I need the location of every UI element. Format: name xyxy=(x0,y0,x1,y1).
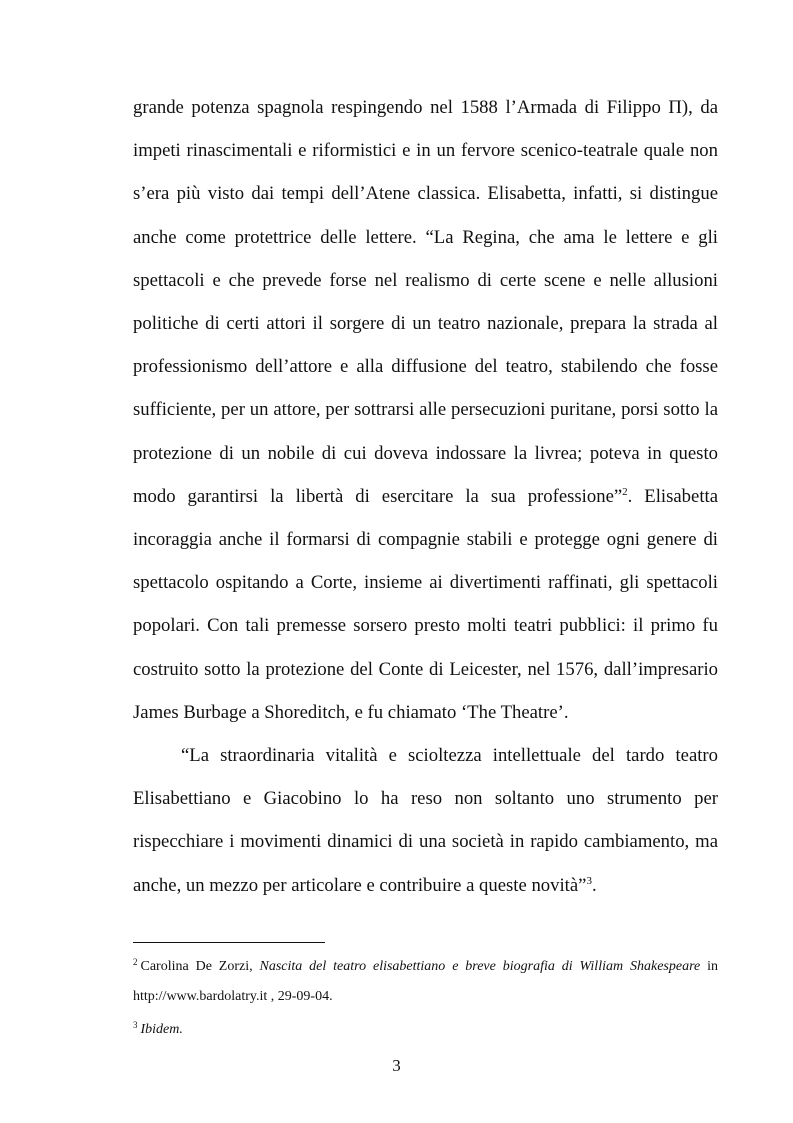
footnote-number: 3 xyxy=(133,1020,138,1030)
text-line: Elisabettiano e Giacobino lo ha reso non soltanto uno strumento per xyxy=(133,788,718,810)
text-line: spettacoli e che prevede forse nel realismo di certe scene e nelle allusioni xyxy=(133,269,718,291)
footnote-in: in xyxy=(707,959,718,974)
footnote-ref[interactable]: 2 xyxy=(622,485,628,498)
body-text xyxy=(133,86,718,907)
footnote-number: 2 xyxy=(133,957,138,967)
text-line: incoraggia anche il formarsi di compagnie stabili e protegge ogni genere di xyxy=(133,529,718,551)
footnote-text: Ibidem. xyxy=(140,1022,183,1037)
paragraph xyxy=(133,86,718,734)
text-line: popolari. Con tali premesse sorsero presto molti teatri pubblici: il primo fu xyxy=(133,615,718,637)
footnote-author: Carolina De Zorzi, xyxy=(140,959,253,974)
page-number: 3 xyxy=(392,1056,401,1075)
footnote-link[interactable]: http://www.bardolatry.it , 29-09-04. xyxy=(133,988,333,1004)
text-fragment: . xyxy=(591,874,597,896)
text-line: spettacolo ospitando a Corte, insieme ai divertimenti raffinati, gli spettacoli xyxy=(133,572,718,594)
text-fragment: . Elisabetta xyxy=(627,485,718,507)
text-line xyxy=(133,864,718,907)
footnotes xyxy=(133,952,718,1045)
text-fragment: modo garantirsi la libertà di esercitare la sua professione” xyxy=(133,485,623,507)
footnote-ref[interactable]: 3 xyxy=(586,874,592,887)
footnote-title: Nascita del teatro elisabettiano e breve biografia di William Shakespeare xyxy=(259,959,701,974)
text-line: s’era più visto dai tempi dell’Atene classica. Elisabetta, infatti, si distingue xyxy=(133,183,718,205)
paragraph xyxy=(133,734,718,907)
text-line: protezione di un nobile di cui doveva indossare la livrea; poteva in questo xyxy=(133,442,718,464)
footnote-separator xyxy=(133,942,325,943)
text-line: impeti rinascimentali e riformistici e in un fervore scenico-teatrale quale non xyxy=(133,140,718,162)
text-line: “La straordinaria vitalità e scioltezza intellettuale del tardo teatro xyxy=(181,745,718,767)
text-fragment: anche, un mezzo per articolare e contribuire a queste novità” xyxy=(133,874,587,896)
text-line: James Burbage a Shoreditch, e fu chiamato ‘The Theatre’. xyxy=(133,701,569,723)
text-line: rispecchiare i movimenti dinamici di una società in rapido cambiamento, ma xyxy=(133,831,718,853)
text-line: costruito sotto la protezione del Conte di Leicester, nel 1576, dall’impresario xyxy=(133,658,718,680)
text-line: politiche di certi attori il sorgere di un teatro nazionale, prepara la strada al xyxy=(133,313,718,335)
text-line xyxy=(133,1015,718,1045)
text-line: sufficiente, per un attore, per sottrarsi alle persecuzioni puritane, porsi sotto la xyxy=(133,399,718,421)
text-line: anche come protettrice delle lettere. “La Regina, che ama le lettere e gli xyxy=(133,226,718,248)
text-line xyxy=(133,475,718,518)
footnote-2 xyxy=(133,952,718,1011)
text-line: professionismo dell’attore e alla diffusione del teatro, stabilendo che fosse xyxy=(133,356,718,378)
text-line xyxy=(133,952,718,982)
text-line: grande potenza spagnola respingendo nel 1588 l’Armada di Filippo Π), da xyxy=(133,97,718,118)
footnote-3 xyxy=(133,1015,718,1045)
